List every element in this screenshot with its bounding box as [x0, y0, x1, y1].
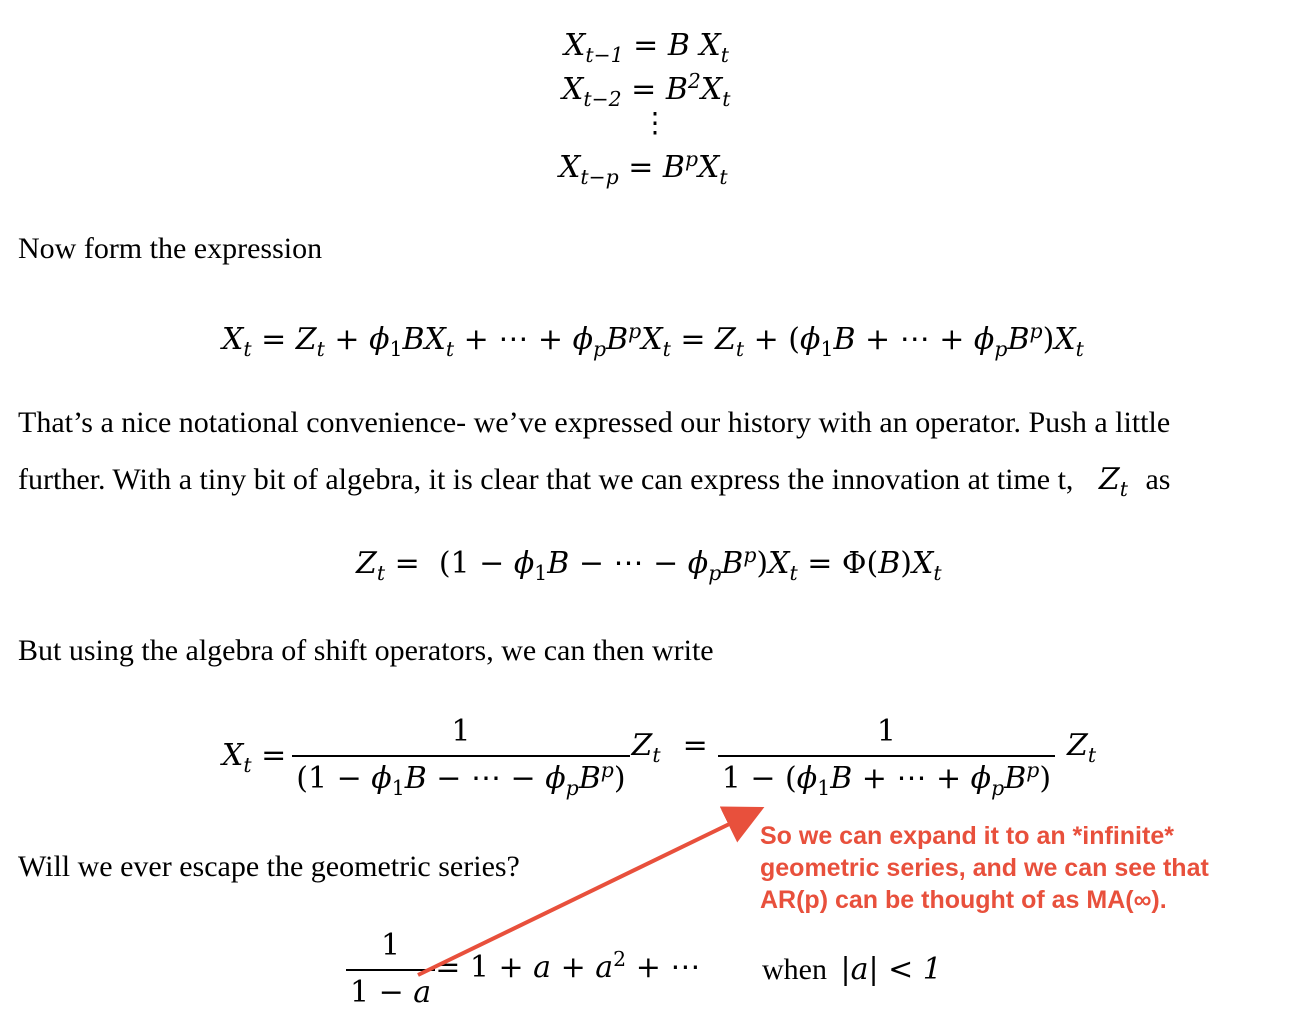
- inverse-operator-equation: $X_t$ = $\frac{1}{(1 - \phi_1B - \cdots - \phi_pB^p)}$ $Z_t$ = $\frac{1}{1 - (\phi_1B + \cdots + \phi_pB^p)}$ $Z_t$: [222, 714, 1097, 800]
- fraction-1-denominator: ($1 - \phi_1B$ − ⋯ − $\phi_pB^p$): [292, 755, 629, 796]
- when-word: when: [762, 953, 827, 986]
- fraction-2-numerator: 1: [876, 714, 896, 749]
- abs-condition: |a| < 1: [840, 952, 942, 987]
- geometric-numerator: 1: [381, 928, 401, 963]
- paragraph-notation-line-1: That’s a nice notational convenience- we’ve expressed our history with an operator. Push a little: [18, 406, 1171, 439]
- lag-equation-2: $X_{t-2} = B^2X_t$: [562, 69, 731, 111]
- paragraph-as-word: as: [1145, 463, 1171, 496]
- fraction-1-numerator: 1: [451, 714, 471, 749]
- paragraph-shift-operators: But using the algebra of shift operators, we can then write: [18, 634, 714, 667]
- vertical-ellipsis: ⋮: [641, 108, 669, 139]
- lag-equation-p: $X_{t-p} = B^pX_t$: [559, 147, 728, 189]
- lag-equation-1: $X_{t-1} = B$ $X_t$: [564, 28, 729, 67]
- lag-p-subscript: t−p: [580, 165, 619, 189]
- paragraph-geometric-question: Will we ever escape the geometric series?: [18, 850, 520, 883]
- ar-expression: $X_t = Z_t + \phi_1BX_t$ + ⋯ + $\phi_pB^pX_t = Z_t + (\phi_1B$ + ⋯ + $\phi_pB^p)X_t$: [222, 319, 1084, 361]
- lag-2-subscript: t−2: [583, 87, 622, 111]
- innovation-equation: $Z_t = (1 - \phi_1B$ − ⋯ − $\phi_pB^p)X_t = \Phi(B)X_t$: [356, 543, 942, 585]
- geometric-series: $\frac{1}{1 - a}$ = $1 + a + a^2$ + ⋯: [346, 928, 700, 1010]
- paragraph-form-expression: Now form the expression: [18, 232, 323, 265]
- fraction-2-denominator: $1 - (\phi_1B$ + ⋯ + $\phi_pB^p$): [718, 755, 1055, 796]
- paragraph-notation-text: further. With a tiny bit of algebra, it is clear that we can express the innovation at time t,: [18, 463, 1074, 496]
- innovation-symbol: $Z_t$: [1098, 462, 1128, 501]
- annotation-note: So we can expand it to an *infinite* geometric series, and we can see that AR(p) can be thought of as MA(∞).: [760, 822, 1209, 914]
- geometric-denominator: 1 − a: [346, 969, 435, 1010]
- lag-1-subscript: t−1: [585, 43, 624, 67]
- annotation-arrow-line: [418, 814, 750, 975]
